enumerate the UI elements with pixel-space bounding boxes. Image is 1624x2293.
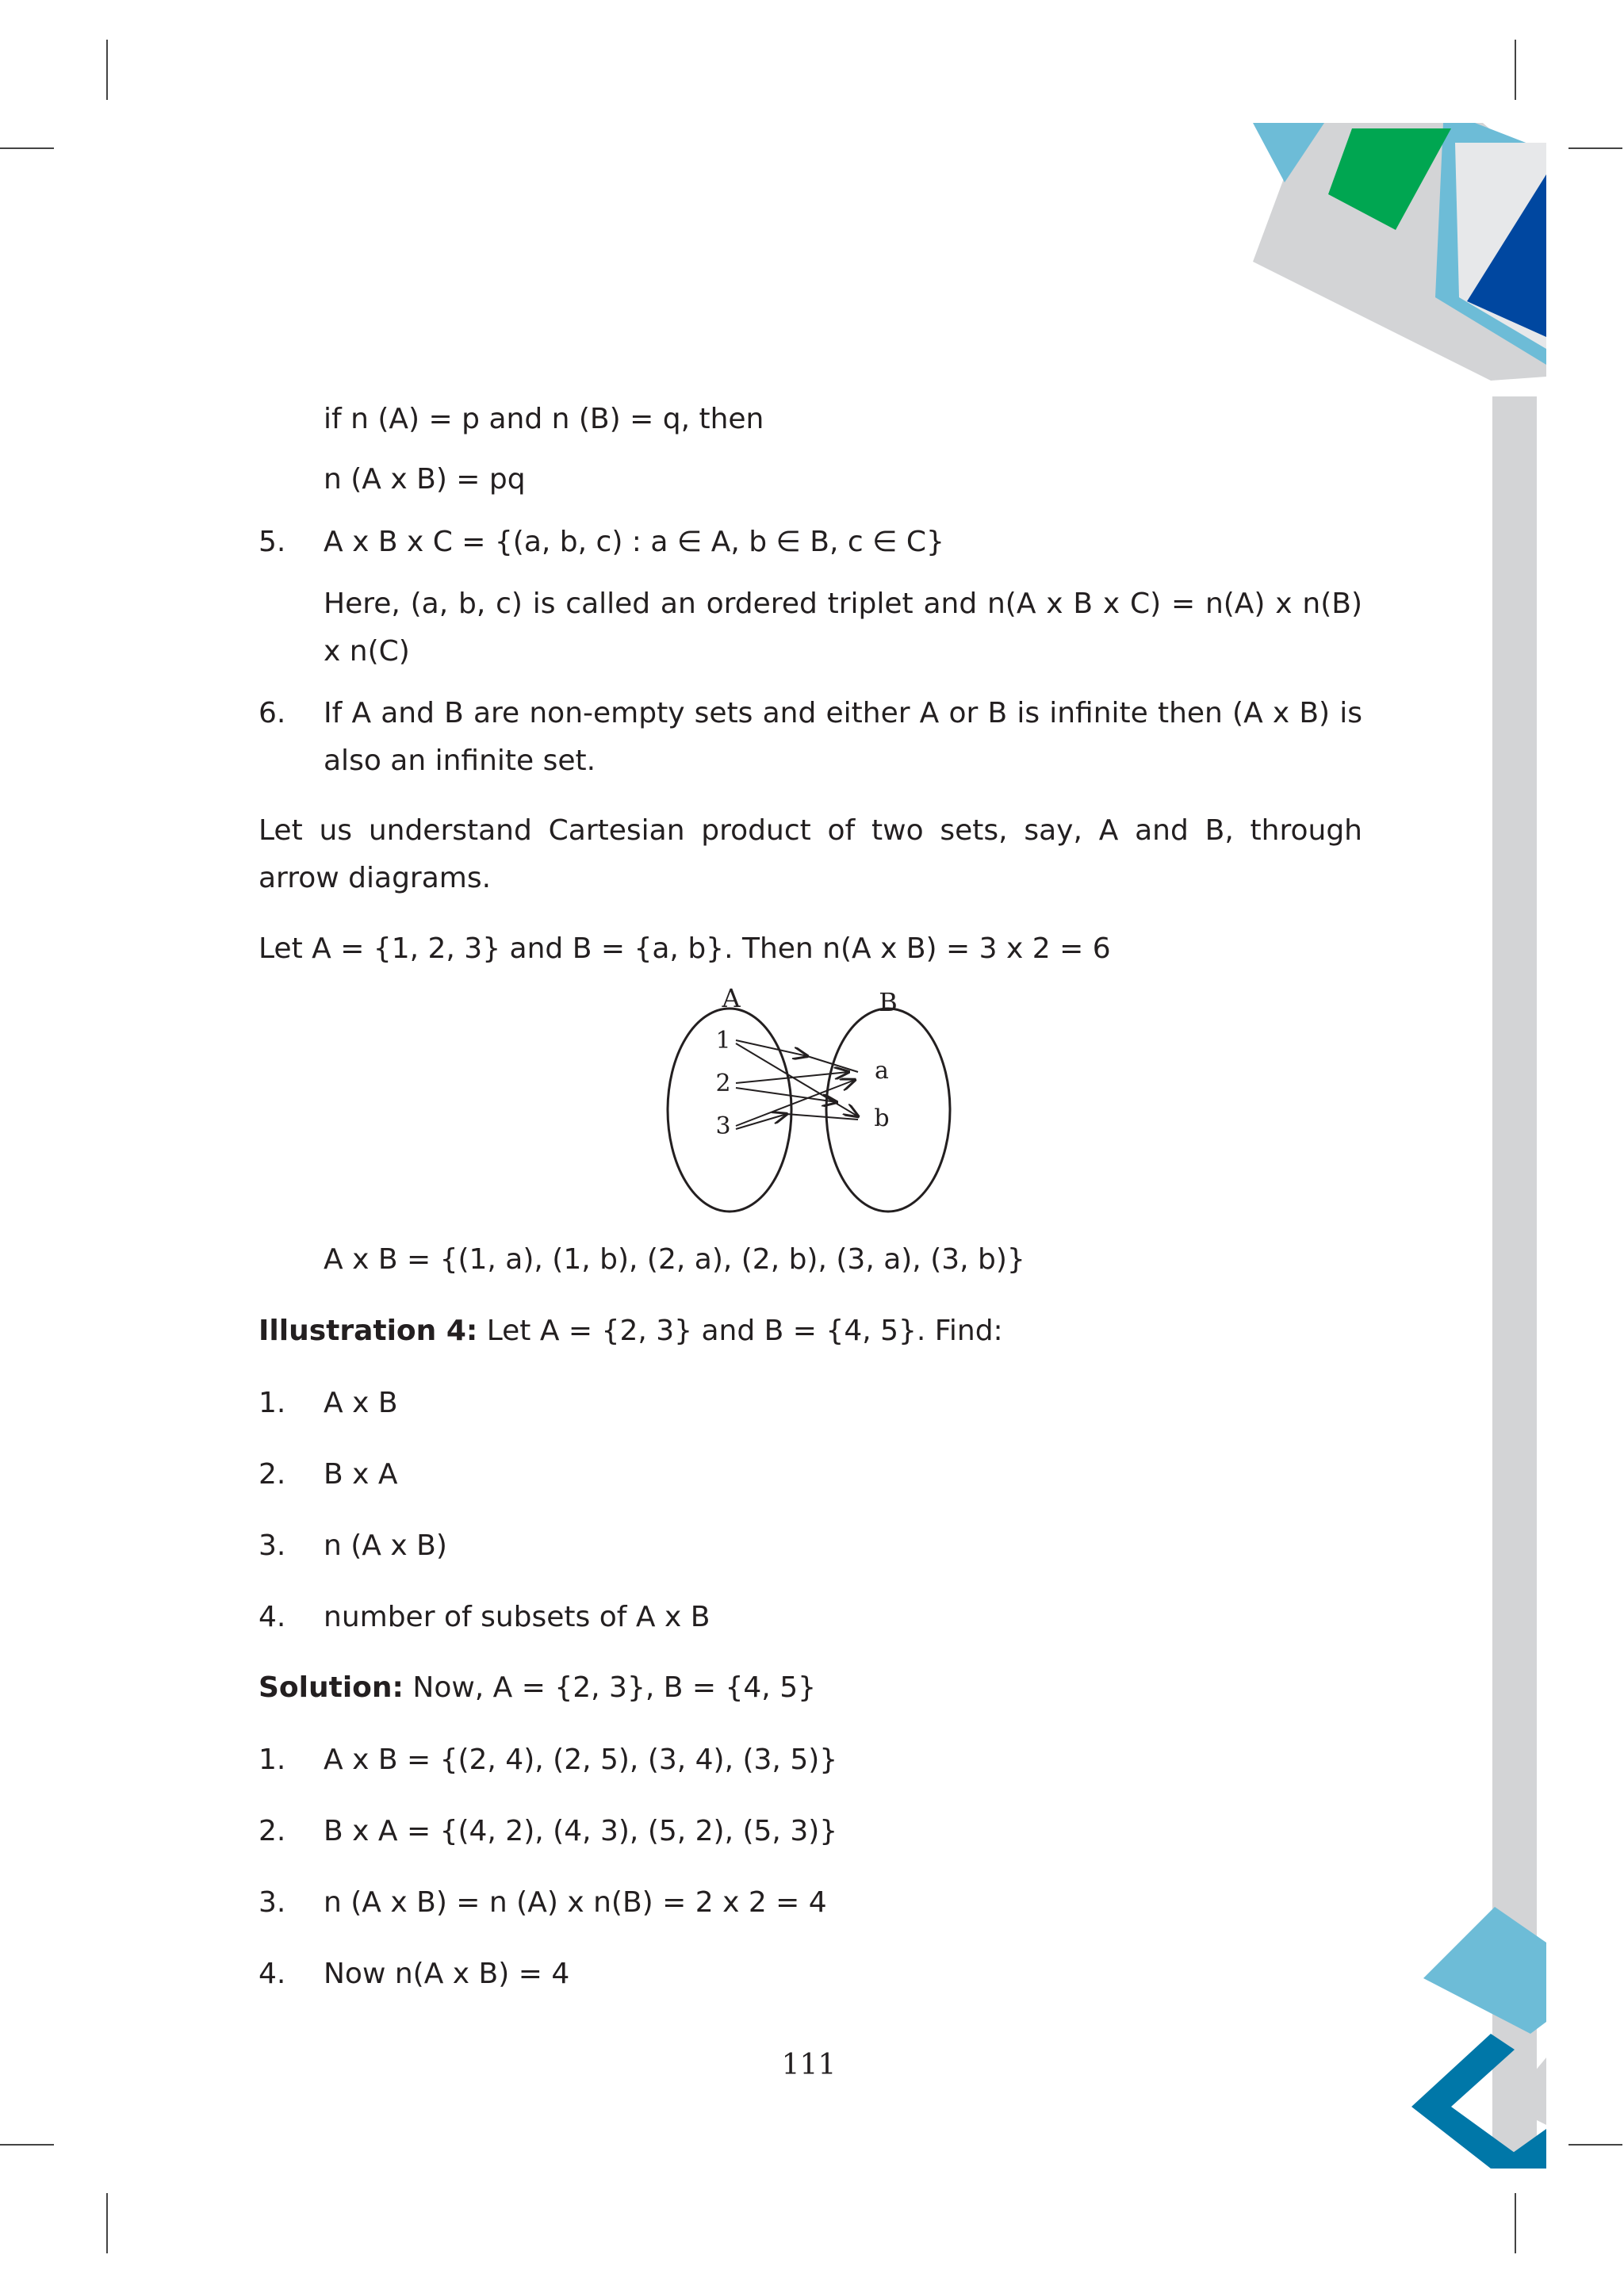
question-text: number of subsets of A x B xyxy=(324,1601,710,1633)
arrow-3-a xyxy=(736,1080,855,1126)
set-b-label: B xyxy=(879,987,898,1017)
property-text: If A and B are non-empty sets and either A or B is infinite then (A x B) is also an infinite set. xyxy=(324,697,1362,777)
question-text: n (A x B) xyxy=(324,1529,447,1562)
arrow-1-a xyxy=(736,1040,807,1056)
light-blue-diamond-shape xyxy=(1423,1907,1546,2034)
question-number: 1. xyxy=(259,1387,286,1419)
illustration-label: Illustration 4: xyxy=(259,1315,478,1347)
page-number: 111 xyxy=(781,2049,837,2081)
answer-text: n (A x B) = n (A) x n(B) = 2 x 2 = 4 xyxy=(324,1886,827,1919)
crop-mark-top-right-vertical xyxy=(1515,40,1516,100)
set-b-element: b xyxy=(874,1104,890,1132)
set-a-label: A xyxy=(722,983,741,1013)
crop-mark-top-left-vertical xyxy=(106,40,108,100)
text-line-n-values: if n (A) = p and n (B) = q, then xyxy=(324,403,764,435)
arrow-diagram xyxy=(650,983,967,1213)
grey-diamond-shape xyxy=(1507,2058,1546,2125)
question-number: 2. xyxy=(259,1458,286,1491)
answer-text: A x B = {(2, 4), (2, 5), (3, 4), (3, 5)} xyxy=(324,1744,838,1776)
property-item-5-note xyxy=(259,580,1362,676)
crop-mark-top-left-horizontal xyxy=(0,147,54,149)
crop-mark-top-right-horizontal xyxy=(1568,147,1622,149)
property-number: 5. xyxy=(259,526,286,558)
property-item-6 xyxy=(259,690,1362,785)
crop-mark-bottom-left-vertical xyxy=(106,2193,108,2253)
set-b-element: a xyxy=(875,1057,889,1085)
property-note-text: Here, (a, b, c) is called an ordered triplet and n(A x B x C) = n(A) x n(B) x n(C) xyxy=(324,588,1362,668)
crop-mark-bottom-right-horizontal xyxy=(1568,2144,1622,2146)
crop-mark-bottom-left-horizontal xyxy=(0,2144,54,2146)
text-line-n-product: n (A x B) = pq xyxy=(324,463,526,496)
property-number: 6. xyxy=(259,697,286,729)
question-text: B x A xyxy=(324,1458,398,1491)
side-decoration-bar xyxy=(1492,396,1537,2161)
set-a-element: 1 xyxy=(715,1027,731,1055)
property-text: A x B x C = {(a, b, c) : a ∈ A, b ∈ B, c ∈ C} xyxy=(324,526,944,558)
bottom-corner-decoration xyxy=(1411,1899,1546,2169)
answer-text: Now n(A x B) = 4 xyxy=(324,1958,570,1990)
intro-paragraph: Let us understand Cartesian product of two sets, say, A and B, through arrow diagrams. xyxy=(259,814,1362,894)
question-number: 3. xyxy=(259,1529,286,1562)
set-a-element: 2 xyxy=(715,1070,731,1097)
illustration-text: Let A = {2, 3} and B = {4, 5}. Find: xyxy=(486,1315,1003,1347)
question-number: 4. xyxy=(259,1601,286,1633)
answer-number: 3. xyxy=(259,1886,286,1919)
solution-heading xyxy=(259,1671,816,1705)
example-line: Let A = {1, 2, 3} and B = {a, b}. Then n(A x B) = 3 x 2 = 6 xyxy=(259,932,1111,965)
cartesian-result: A x B = {(1, a), (1, b), (2, a), (2, b), (3, a), (3, b)} xyxy=(324,1243,1025,1276)
answer-number: 1. xyxy=(259,1744,286,1776)
arrow-tail-b xyxy=(787,1114,858,1120)
solution-text: Now, A = {2, 3}, B = {4, 5} xyxy=(412,1671,816,1704)
answer-number: 4. xyxy=(259,1958,286,1990)
top-corner-decoration xyxy=(1237,119,1546,404)
arrow-2-a xyxy=(736,1072,848,1083)
solution-label: Solution: xyxy=(259,1671,404,1704)
teal-chevron-shape xyxy=(1411,2034,1515,2169)
question-text: A x B xyxy=(324,1387,398,1419)
crop-mark-bottom-right-vertical xyxy=(1515,2193,1516,2253)
set-a-element: 3 xyxy=(715,1112,731,1140)
answer-number: 2. xyxy=(259,1815,286,1847)
answer-text: B x A = {(4, 2), (4, 3), (5, 2), (5, 3)} xyxy=(324,1815,838,1847)
illustration-heading xyxy=(259,1315,1003,1348)
